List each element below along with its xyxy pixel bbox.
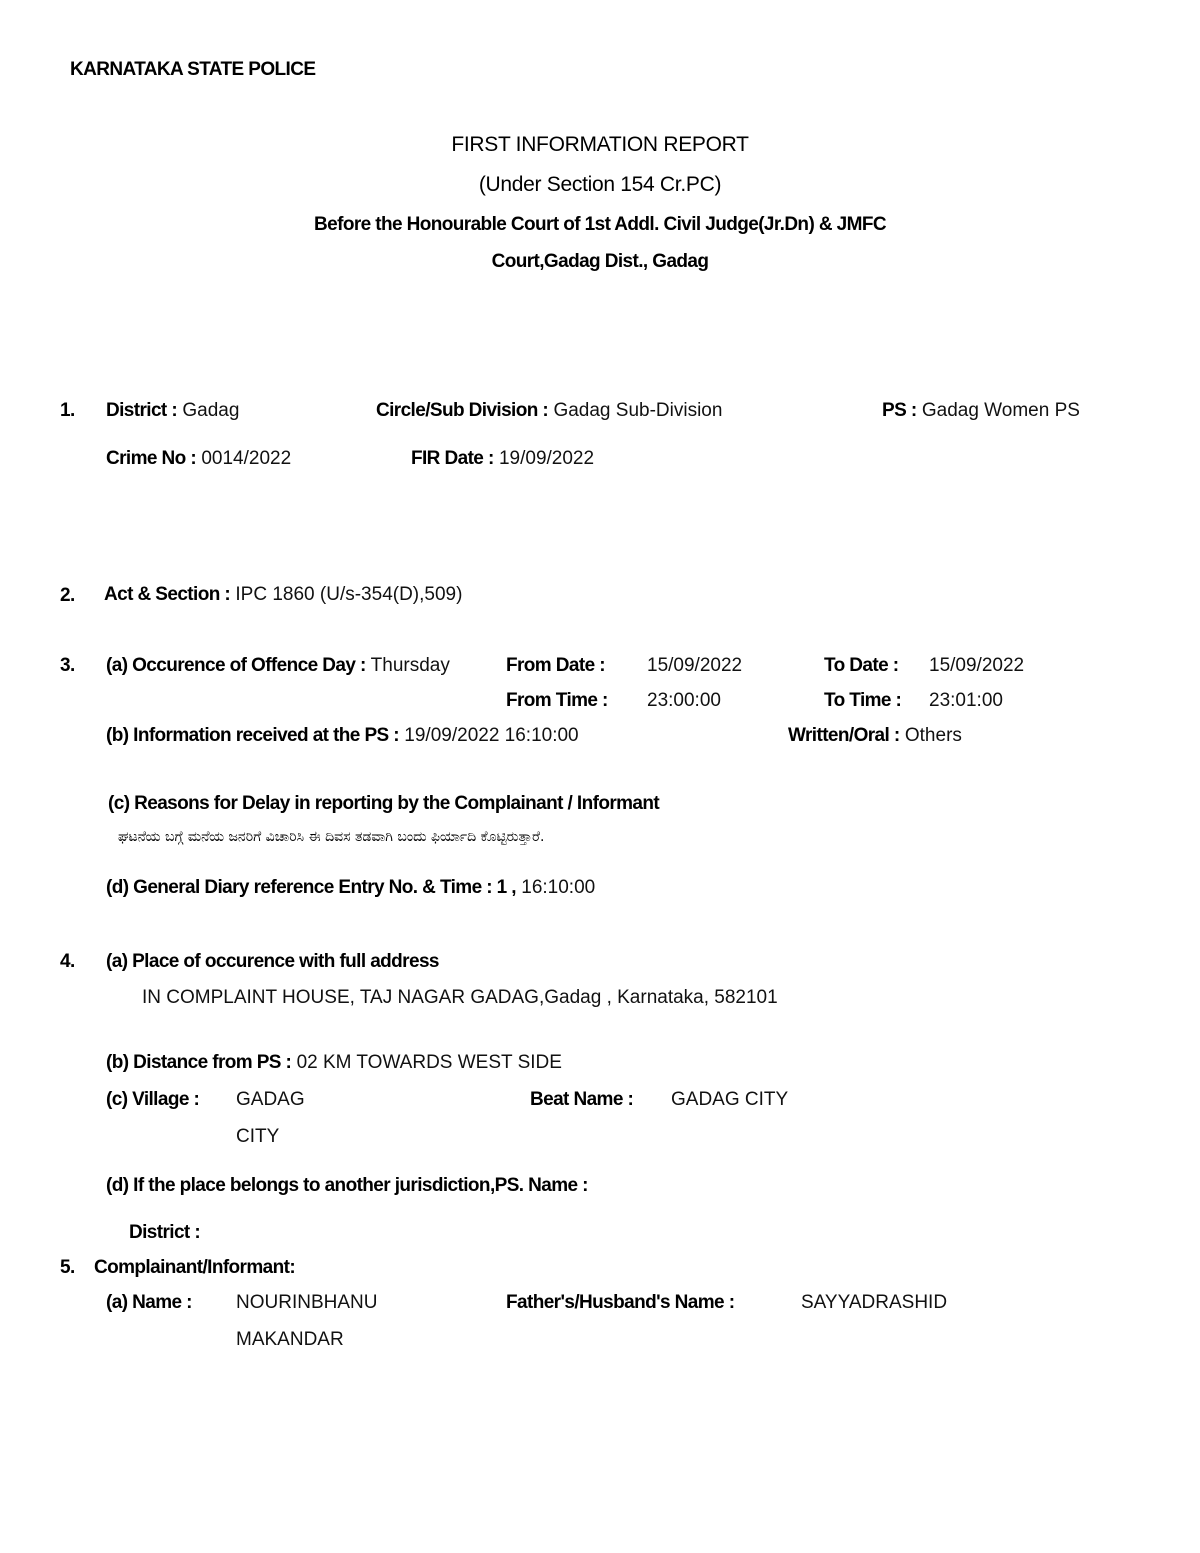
father-name-value: SAYYADRASHID: [801, 1292, 948, 1313]
org-name: KARNATAKA STATE POLICE: [70, 59, 316, 80]
complainant-label: Complainant/Informant:: [94, 1257, 296, 1278]
ps-label: PS :: [882, 400, 917, 421]
court-line-2: Court,Gadag Dist., Gadag: [491, 251, 709, 272]
offence-day-row: [106, 655, 450, 678]
circle-label: Circle/Sub Division :: [376, 400, 549, 421]
jurisdiction-label: (d) If the place belongs to another jurisdiction,PS. Name :: [106, 1175, 588, 1196]
from-time-label: From Time :: [506, 690, 608, 711]
ps-value: Gadag Women PS: [921, 400, 1080, 421]
village-label: (c) Village :: [106, 1089, 200, 1110]
info-received-row: [106, 725, 579, 748]
offence-day-label: (a) Occurence of Offence Day :: [106, 655, 366, 676]
section-5-number: 5.: [60, 1257, 75, 1278]
distance-value: 02 KM TOWARDS WEST SIDE: [296, 1052, 562, 1073]
act-section-value: IPC 1860 (U/s-354(D),509): [235, 584, 463, 605]
complainant-name-line-1: NOURINBHANU: [236, 1292, 378, 1313]
district-row: [106, 400, 239, 423]
jurisdiction-district-label: District :: [129, 1222, 201, 1243]
offence-day-value: Thursday: [370, 655, 450, 676]
circle-row: [376, 400, 722, 423]
crime-row: [106, 448, 291, 471]
section-3-number: 3.: [60, 655, 75, 676]
beat-name-label: Beat Name :: [530, 1089, 634, 1110]
place-address: IN COMPLAINT HOUSE, TAJ NAGAR GADAG,Gadag , Karnataka, 582101: [142, 987, 778, 1008]
report-title: FIRST INFORMATION REPORT: [451, 133, 749, 156]
village-value-line-1: GADAG: [236, 1089, 305, 1110]
written-oral-row: [788, 725, 962, 748]
fir-date-row: [411, 448, 594, 471]
info-received-label: (b) Information received at the PS :: [106, 725, 400, 746]
court-line-1: Before the Honourable Court of 1st Addl. Civil Judge(Jr.Dn) & JMFC: [314, 214, 886, 235]
crime-value: 0014/2022: [201, 448, 292, 469]
from-date-label: From Date :: [506, 655, 605, 676]
written-oral-value: Others: [904, 725, 962, 746]
to-time-value: 23:01:00: [929, 690, 1003, 711]
to-date-value: 15/09/2022: [929, 655, 1025, 676]
act-section-row: [104, 584, 462, 607]
to-time-label: To Time :: [824, 690, 902, 711]
district-value: Gadag: [182, 400, 240, 421]
report-subtitle: (Under Section 154 Cr.PC): [478, 173, 722, 196]
section-2-number: 2.: [60, 585, 75, 606]
general-diary-row: [106, 877, 595, 900]
father-name-label: Father's/Husband's Name :: [506, 1292, 735, 1313]
written-oral-label: Written/Oral :: [788, 725, 900, 746]
delay-label: (c) Reasons for Delay in reporting by the Complainant / Informant: [108, 793, 660, 814]
fir-date-label: FIR Date :: [411, 448, 494, 469]
fir-date-value: 19/09/2022: [498, 448, 595, 469]
village-value-line-2: CITY: [236, 1126, 280, 1147]
to-date-label: To Date :: [824, 655, 899, 676]
complainant-name-line-2: MAKANDAR: [236, 1329, 344, 1350]
place-label: (a) Place of occurence with full address: [106, 951, 439, 972]
delay-reason-text: ಘಟನೆಯ ಬಗ್ಗೆ ಮನೆಯ ಜನರಿಗೆ ವಿಚಾರಿಸಿ ಈ ದಿವಸ ತಡವಾಗಿ ಬಂದು ಫಿರ್ಯಾದಿ ಕೊಟ್ಟಿರುತ್ತಾರೆ.: [118, 829, 545, 845]
complainant-name-label: (a) Name :: [106, 1292, 192, 1313]
general-diary-label: (d) General Diary reference Entry No. & Time : 1 ,: [106, 877, 516, 898]
circle-value: Gadag Sub-Division: [553, 400, 723, 421]
beat-name-value: GADAG CITY: [671, 1089, 789, 1110]
act-section-label: Act & Section :: [104, 584, 231, 605]
distance-row: [106, 1052, 562, 1075]
general-diary-time: 16:10:00: [521, 877, 596, 898]
district-label: District :: [106, 400, 178, 421]
section-1-number: 1.: [60, 400, 75, 421]
info-received-value: 19/09/2022 16:10:00: [404, 725, 579, 746]
from-date-value: 15/09/2022: [647, 655, 743, 676]
from-time-value: 23:00:00: [647, 690, 721, 711]
crime-label: Crime No :: [106, 448, 197, 469]
section-4-number: 4.: [60, 951, 75, 972]
distance-label: (b) Distance from PS :: [106, 1052, 292, 1073]
ps-row: [882, 400, 1080, 423]
